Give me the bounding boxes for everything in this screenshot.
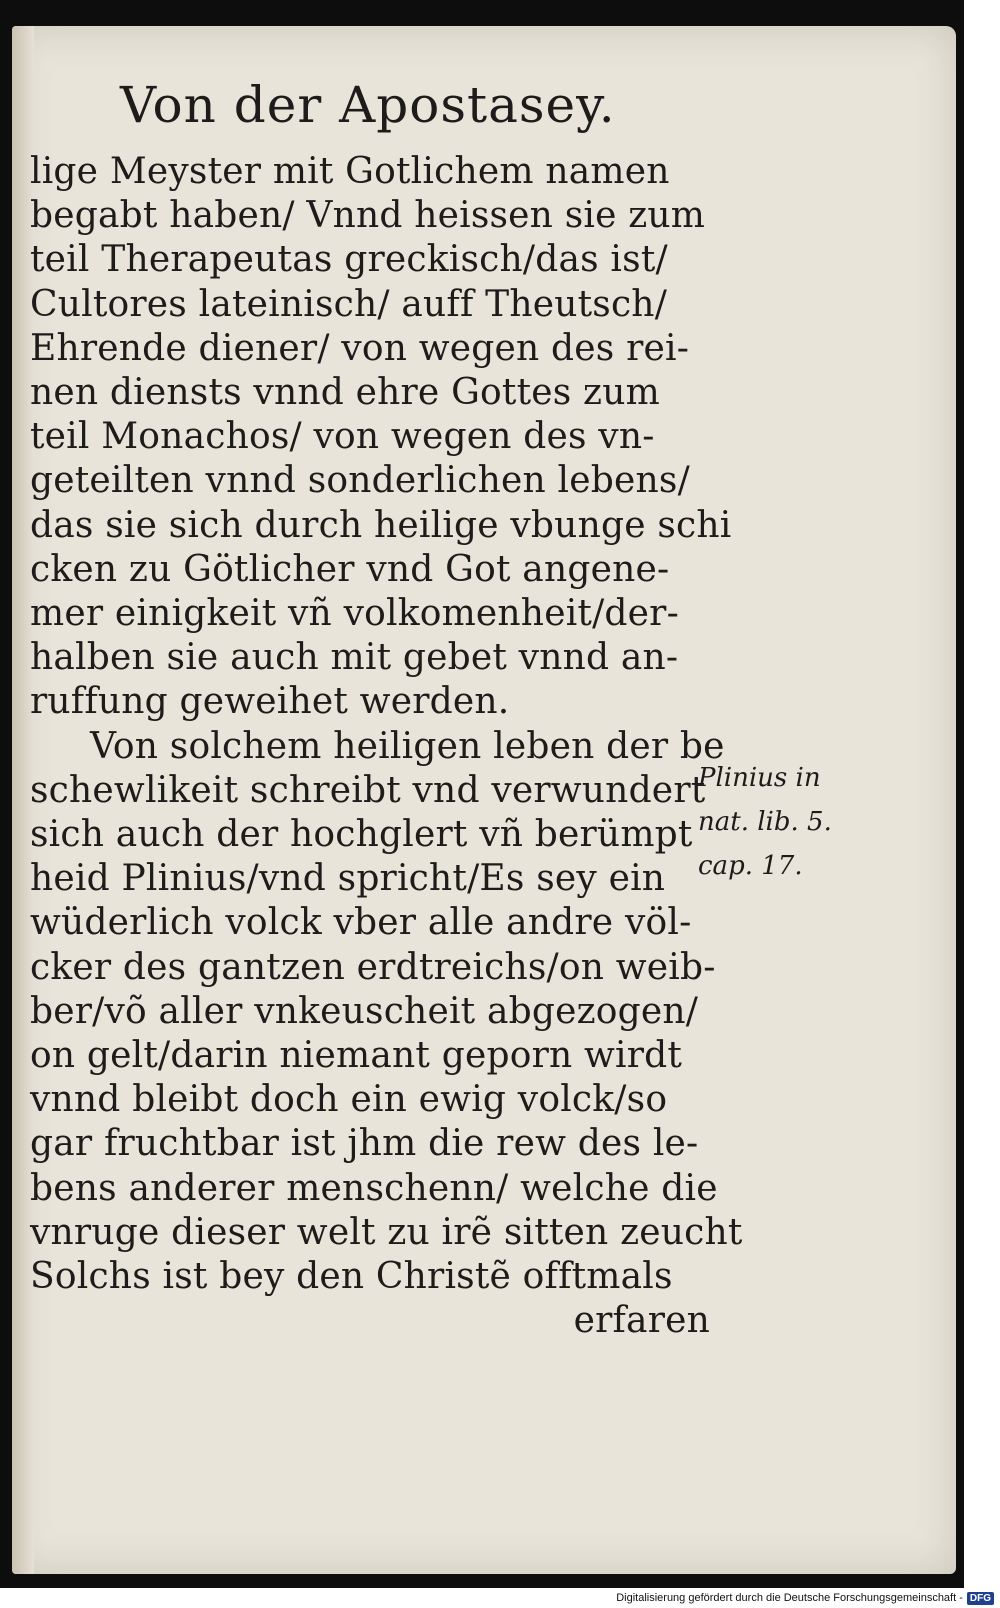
text-line: cken zu Götlicher vnd Got angene- xyxy=(30,548,670,590)
text-line: teil Therapeutas greckisch/das ist/ xyxy=(30,239,668,281)
body-text xyxy=(30,150,743,1343)
text-line: heid Plinius/vnd spricht/Es sey ein xyxy=(30,858,666,900)
text-line: mer einigkeit vñ volkomenheit/der- xyxy=(30,593,679,635)
margin-note-line: Plinius in xyxy=(698,763,821,793)
funding-footer xyxy=(616,1588,994,1608)
catchword: erfaren xyxy=(573,1300,710,1342)
text-line: on gelt/darin niemant geporn wirdt xyxy=(30,1035,683,1077)
text-line: schewlikeit schreibt vnd verwundert xyxy=(30,769,706,811)
funding-text: Digitalisierung gefördert durch die Deutsche Forschungsgemeinschaft - xyxy=(616,1592,963,1604)
text-line: gar fruchtbar ist jhm die rew des le- xyxy=(30,1123,699,1165)
text-line: teil Monachos/ von wegen des vn- xyxy=(30,416,655,458)
text-line: geteilten vnnd sonderlichen lebens/ xyxy=(30,460,690,502)
paragraph-start-line: Von solchem heiligen leben der be xyxy=(90,725,725,767)
text-line: vnruge dieser welt zu irẽ sitten zeucht xyxy=(30,1211,743,1253)
text-line: sich auch der hochglert vñ berümpt xyxy=(30,814,693,856)
margin-note-line: cap. 17. xyxy=(698,851,803,881)
text-line: begabt haben/ Vnnd heissen sie zum xyxy=(30,195,706,237)
text-line: ruffung geweihet werden. xyxy=(30,681,510,723)
text-line: das sie sich durch heilige vbunge schi xyxy=(30,504,732,546)
text-line: vnnd bleibt doch ein ewig volck/so xyxy=(30,1079,668,1121)
running-head: Von der Apostasey. xyxy=(120,76,616,134)
text-line: ber/võ aller vnkeuscheit abgezogen/ xyxy=(30,990,699,1032)
margin-note-line: nat. lib. 5. xyxy=(698,807,832,837)
text-line: Ehrende diener/ von wegen des rei- xyxy=(30,327,690,369)
text-line: wüderlich volck vber alle andre völ- xyxy=(30,902,692,944)
text-line: nen diensts vnnd ehre Gottes zum xyxy=(30,372,660,414)
margin-note xyxy=(698,756,858,888)
text-line: lige Meyster mit Gotlichem namen xyxy=(30,151,670,192)
text-line: bens anderer menschenn/ welche die xyxy=(30,1167,718,1209)
text-line: cker des gantzen erdtreichs/on weib- xyxy=(30,946,716,988)
dfg-logo: DFG xyxy=(967,1592,994,1605)
text-line: Cultores lateinisch/ auff Theutsch/ xyxy=(30,283,668,325)
text-line: halben sie auch mit gebet vnnd an- xyxy=(30,637,679,679)
text-line: Solchs ist bey den Christẽ offtmals xyxy=(30,1256,673,1298)
